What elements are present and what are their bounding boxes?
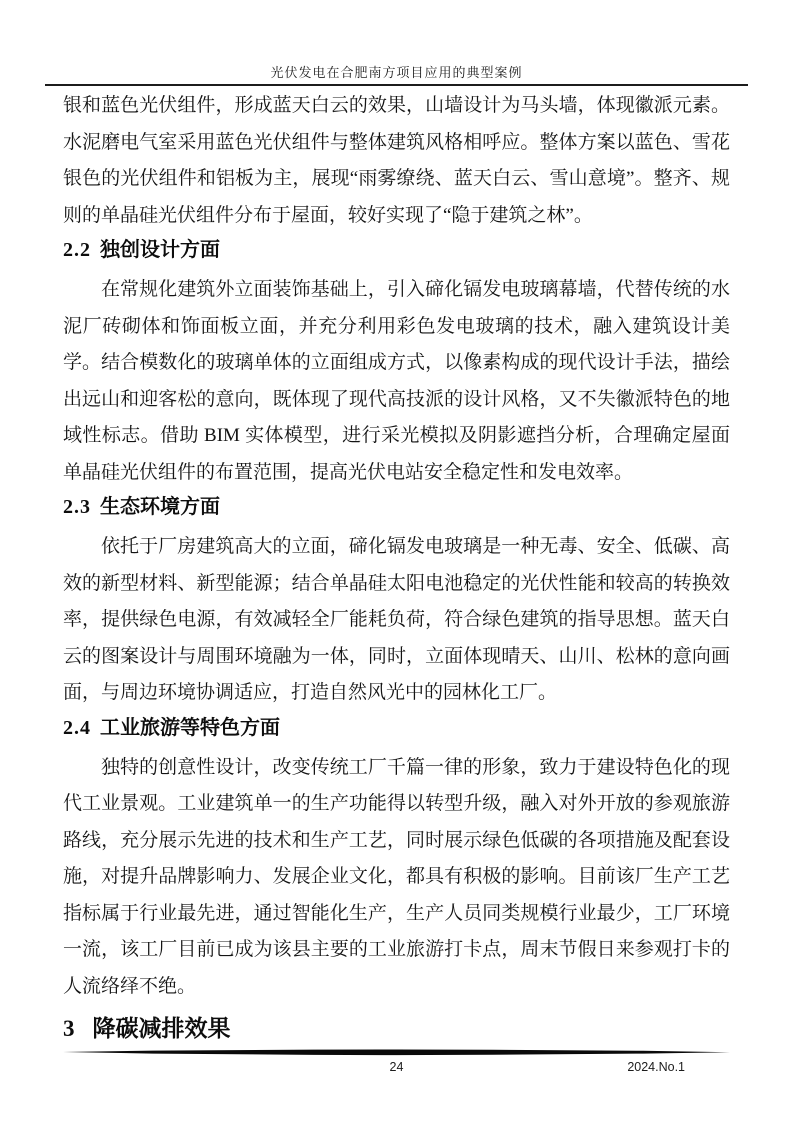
page-content [63, 88, 730, 1044]
page-number: 24 [389, 1060, 404, 1074]
running-head-title: 光伏发电在合肥南方项目应用的典型案例 [270, 65, 523, 80]
section-title: 独创设计方面 [100, 239, 220, 261]
section-heading-2-4 [63, 714, 730, 742]
paragraph-section-2-2: 在常规化建筑外立面装饰基础上，引入碲化镉发电玻璃幕墙，代替传统的水泥厂砖砌体和饰面板立面，并充分利用彩色发电玻璃的技术，融入建筑设计美学。结合模数化的玻璃单体的立面组成方式，以像素构成的现代设计手法，描绘出远山和迎客松的意向，既体现了现代高技派的设计风格，又不失徽派特色的地域性标志。借助 BIM 实体模型，进行采光模拟及阴影遮挡分析，合理确定屋面单晶硅光伏组件的布置范围，提高光伏电站安全稳定性和发电效率。 [63, 279, 730, 483]
section-number: 2.4 [63, 716, 91, 739]
chapter-number: 3 [63, 1016, 75, 1041]
section-heading-2-3 [63, 493, 730, 521]
section-heading-2-2 [63, 236, 730, 264]
issue-label: 2024.No.1 [627, 1060, 685, 1074]
footer-rule-line [63, 1049, 730, 1056]
section-title: 生态环境方面 [100, 496, 220, 518]
page-header [45, 62, 748, 86]
section-number: 2.3 [63, 496, 91, 518]
footer-meta-row [63, 1056, 730, 1078]
section-title: 工业旅游等特色方面 [100, 716, 280, 739]
paragraph-section-2-4: 独特的创意性设计，改变传统工厂千篇一律的形象，致力于建设特色化的现代工业景观。工业建筑单一的生产功能得以转型升级，融入对外开放的参观旅游路线，充分展示先进的技术和生产工艺，同时展示绿色低碳的各项措施及配套设施，对提升品牌影响力、发展企业文化，都具有积极的影响。目前该厂生产工艺指标属于行业最先进，通过智能化生产，生产人员同类规模行业最少，工厂环境一流，该工厂目前已成为该县主要的工业旅游打卡点，周末节假日来参观打卡的人流络绎不绝。 [63, 756, 730, 997]
chapter-heading-3 [63, 1013, 730, 1044]
paragraph-section-2-3: 依托于厂房建筑高大的立面，碲化镉发电玻璃是一种无毒、安全、低碳、高效的新型材料、新型能源；结合单晶硅太阳电池稳定的光伏性能和较高的转换效率，提供绿色电源，有效减轻全厂能耗负荷，符合绿色建筑的指导思想。蓝天白云的图案设计与周围环境融为一体，同时，立面体现晴天、山川、松林的意向画面，与周边环境协调适应，打造自然风光中的园林化工厂。 [63, 536, 730, 703]
section-number: 2.2 [63, 239, 91, 261]
chapter-title: 降碳减排效果 [92, 1015, 231, 1041]
paragraph-intro-continuation: 银和蓝色光伏组件，形成蓝天白云的效果，山墙设计为马头墙，体现徽派元素。水泥磨电气室采用蓝色光伏组件与整体建筑风格相呼应。整体方案以蓝色、雪花银色的光伏组件和铝板为主，展现“雨雾缭绕、蓝天白云、雪山意境”。整齐、规则的单晶硅光伏组件分布于屋面，较好实现了“隐于建筑之林”。 [63, 95, 730, 226]
page-footer [63, 1049, 730, 1078]
